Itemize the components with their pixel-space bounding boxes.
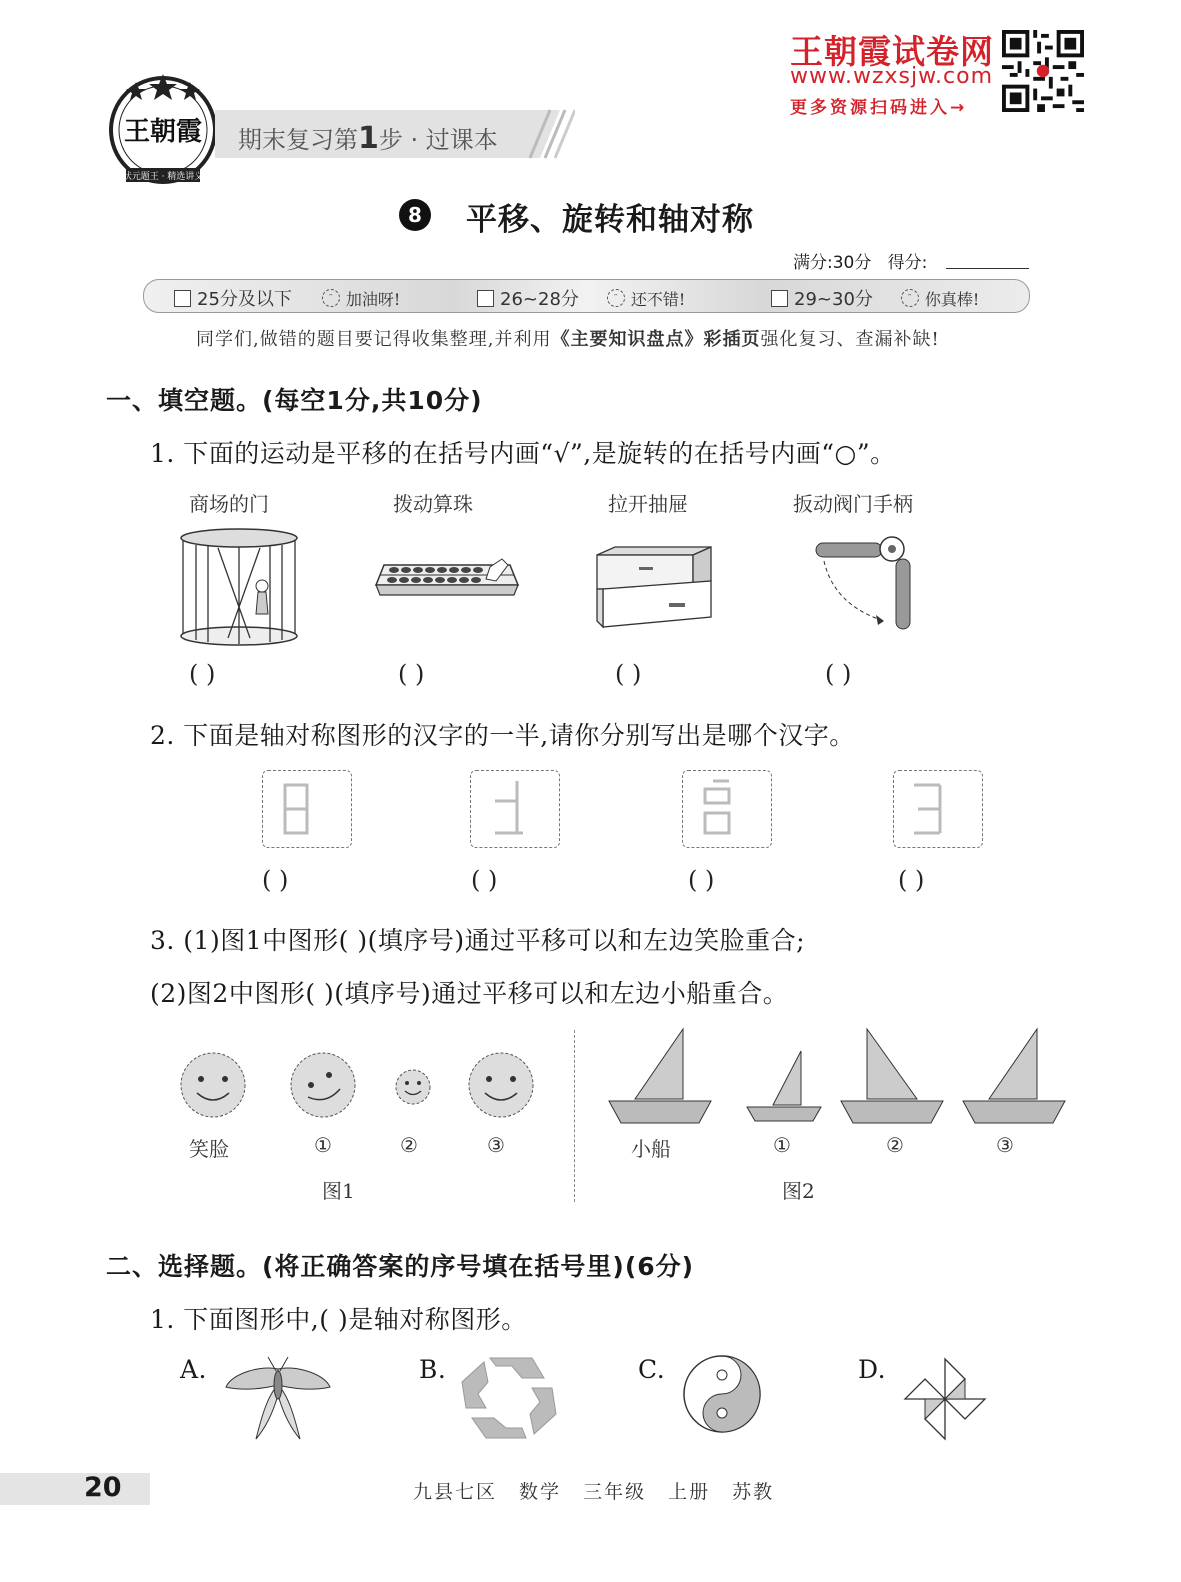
checkbox[interactable]: [174, 290, 191, 307]
answer-blank[interactable]: ( ): [189, 660, 216, 688]
rotating-logo-image: [460, 1352, 560, 1442]
q3-line1: 3. (1)图1中图形( )(填序号)通过平移可以和左边笑脸重合;: [150, 926, 806, 955]
section2-title: 二、选择题。(将正确答案的序号填在括号里)(6分): [106, 1252, 695, 1281]
answer-blank[interactable]: ( ): [398, 660, 425, 688]
q1-item-label: 拉开抽屉: [608, 492, 688, 516]
smiley-icon: ᵔ: [322, 289, 340, 307]
fig1-label: 笑脸: [189, 1137, 229, 1161]
boat-3: [963, 1029, 1065, 1123]
moth-image: [222, 1355, 334, 1443]
q1-item-label: 扳动阀门手柄: [793, 492, 913, 516]
study-notice: 同学们,做错的题目要记得收集整理,并利用《主要知识盘点》彩插页强化复习、查漏补缺!: [196, 329, 940, 350]
unit-title: 平移、旋转和轴对称: [466, 202, 754, 238]
half-character-glyph: [471, 771, 559, 847]
option-label[interactable]: B.: [419, 1355, 447, 1384]
fig2-caption: 图2: [782, 1179, 815, 1203]
score-label: 得分:: [887, 253, 928, 273]
brand-title: 王朝霞试卷网: [790, 32, 994, 71]
answer-blank[interactable]: ( ): [471, 866, 498, 894]
score-line: [793, 248, 927, 273]
score-blank[interactable]: [946, 268, 1029, 269]
figure2-boats: [605, 1025, 1070, 1125]
svg-text:王朝霞: 王朝霞: [123, 117, 203, 147]
q1-item-label: 拨动算珠: [393, 492, 473, 516]
yin-yang-icon: [681, 1353, 763, 1435]
page-number: 20: [84, 1472, 122, 1503]
full-score: 满分:30分: [793, 253, 872, 273]
fig2-label: ②: [886, 1133, 904, 1157]
answer-blank[interactable]: ( ): [615, 660, 642, 688]
pinwheel-image: [902, 1356, 988, 1442]
option-label[interactable]: A.: [180, 1355, 208, 1384]
step-label: 期末复习第1步 · 过课本: [238, 121, 498, 156]
smiley-face-1: [291, 1053, 355, 1117]
fig1-caption: 图1: [322, 1179, 355, 1203]
grading-bar: [143, 279, 1030, 313]
answer-blank[interactable]: ( ): [825, 660, 852, 688]
checkbox[interactable]: [477, 290, 494, 307]
figure-divider: [574, 1030, 575, 1202]
answer-blank[interactable]: ( ): [898, 866, 925, 894]
q2-text: 2. 下面是轴对称图形的汉字的一半,请你分别写出是哪个汉字。: [150, 721, 855, 750]
grade-option-low[interactable]: 25分及以下 ᵔ 加油呀!: [174, 285, 400, 311]
fig1-label: ②: [400, 1133, 418, 1157]
grade-option-mid[interactable]: 26~28分 ᵔ 还不错!: [477, 285, 685, 311]
drawer-image: [593, 545, 715, 629]
boat-1: [747, 1051, 821, 1121]
half-character-box: [893, 770, 983, 848]
option-label[interactable]: D.: [858, 1355, 887, 1384]
half-character-box: [682, 770, 772, 848]
checkbox[interactable]: [771, 290, 788, 307]
footer-text: 九县七区 数学 三年级 上册 苏教: [413, 1481, 775, 1503]
q1-text: 1. 下面的运动是平移的在括号内画“√”,是旋转的在括号内画“○”。: [150, 439, 896, 468]
grade-option-high[interactable]: 29~30分 ᵔ 你真棒!: [771, 285, 979, 311]
fig1-label: ③: [487, 1133, 505, 1157]
half-character-glyph: [894, 771, 982, 847]
boat-2: [841, 1029, 943, 1123]
s2-q1-text: 1. 下面图形中,( )是轴对称图形。: [150, 1305, 527, 1334]
qr-code-icon[interactable]: [1002, 30, 1084, 112]
unit-number-badge: 8: [399, 199, 431, 231]
half-character-glyph: [263, 771, 351, 847]
half-character-glyph: [683, 771, 771, 847]
brand-url[interactable]: www.wzxsjw.com: [790, 64, 994, 89]
smiley-icon: ᵔ: [901, 289, 919, 307]
figure1-smiley-faces: [170, 1045, 550, 1125]
answer-blank[interactable]: ( ): [262, 866, 289, 894]
q3-line2: (2)图2中图形( )(填序号)通过平移可以和左边小船重合。: [150, 979, 789, 1008]
smiley-face-3: [469, 1053, 533, 1117]
footer-band: [0, 1473, 150, 1505]
svg-text:状元题王 · 精选讲义: 状元题王 · 精选讲义: [122, 172, 204, 182]
half-character-box: [262, 770, 352, 848]
half-character-box: [470, 770, 560, 848]
valve-handle-image: [812, 535, 912, 635]
q1-item-label: 商场的门: [189, 492, 269, 516]
revolving-door-image: [178, 528, 300, 646]
boat-original: [609, 1029, 711, 1123]
abacus-image: [372, 545, 520, 611]
fig2-label: ①: [773, 1133, 791, 1157]
option-label[interactable]: C.: [638, 1355, 666, 1384]
logo-seal: [106, 70, 220, 188]
fig1-label: ①: [314, 1133, 332, 1157]
fig2-label: 小船: [631, 1137, 671, 1161]
smiley-face-2: [396, 1070, 430, 1104]
smiley-face-original: [181, 1053, 245, 1117]
section1-title: 一、填空题。(每空1分,共10分): [106, 386, 483, 415]
answer-blank[interactable]: ( ): [688, 866, 715, 894]
smiley-icon: ᵔ: [607, 289, 625, 307]
fig2-label: ③: [996, 1133, 1014, 1157]
brand-tagline: 更多资源扫码进入→: [790, 98, 968, 118]
